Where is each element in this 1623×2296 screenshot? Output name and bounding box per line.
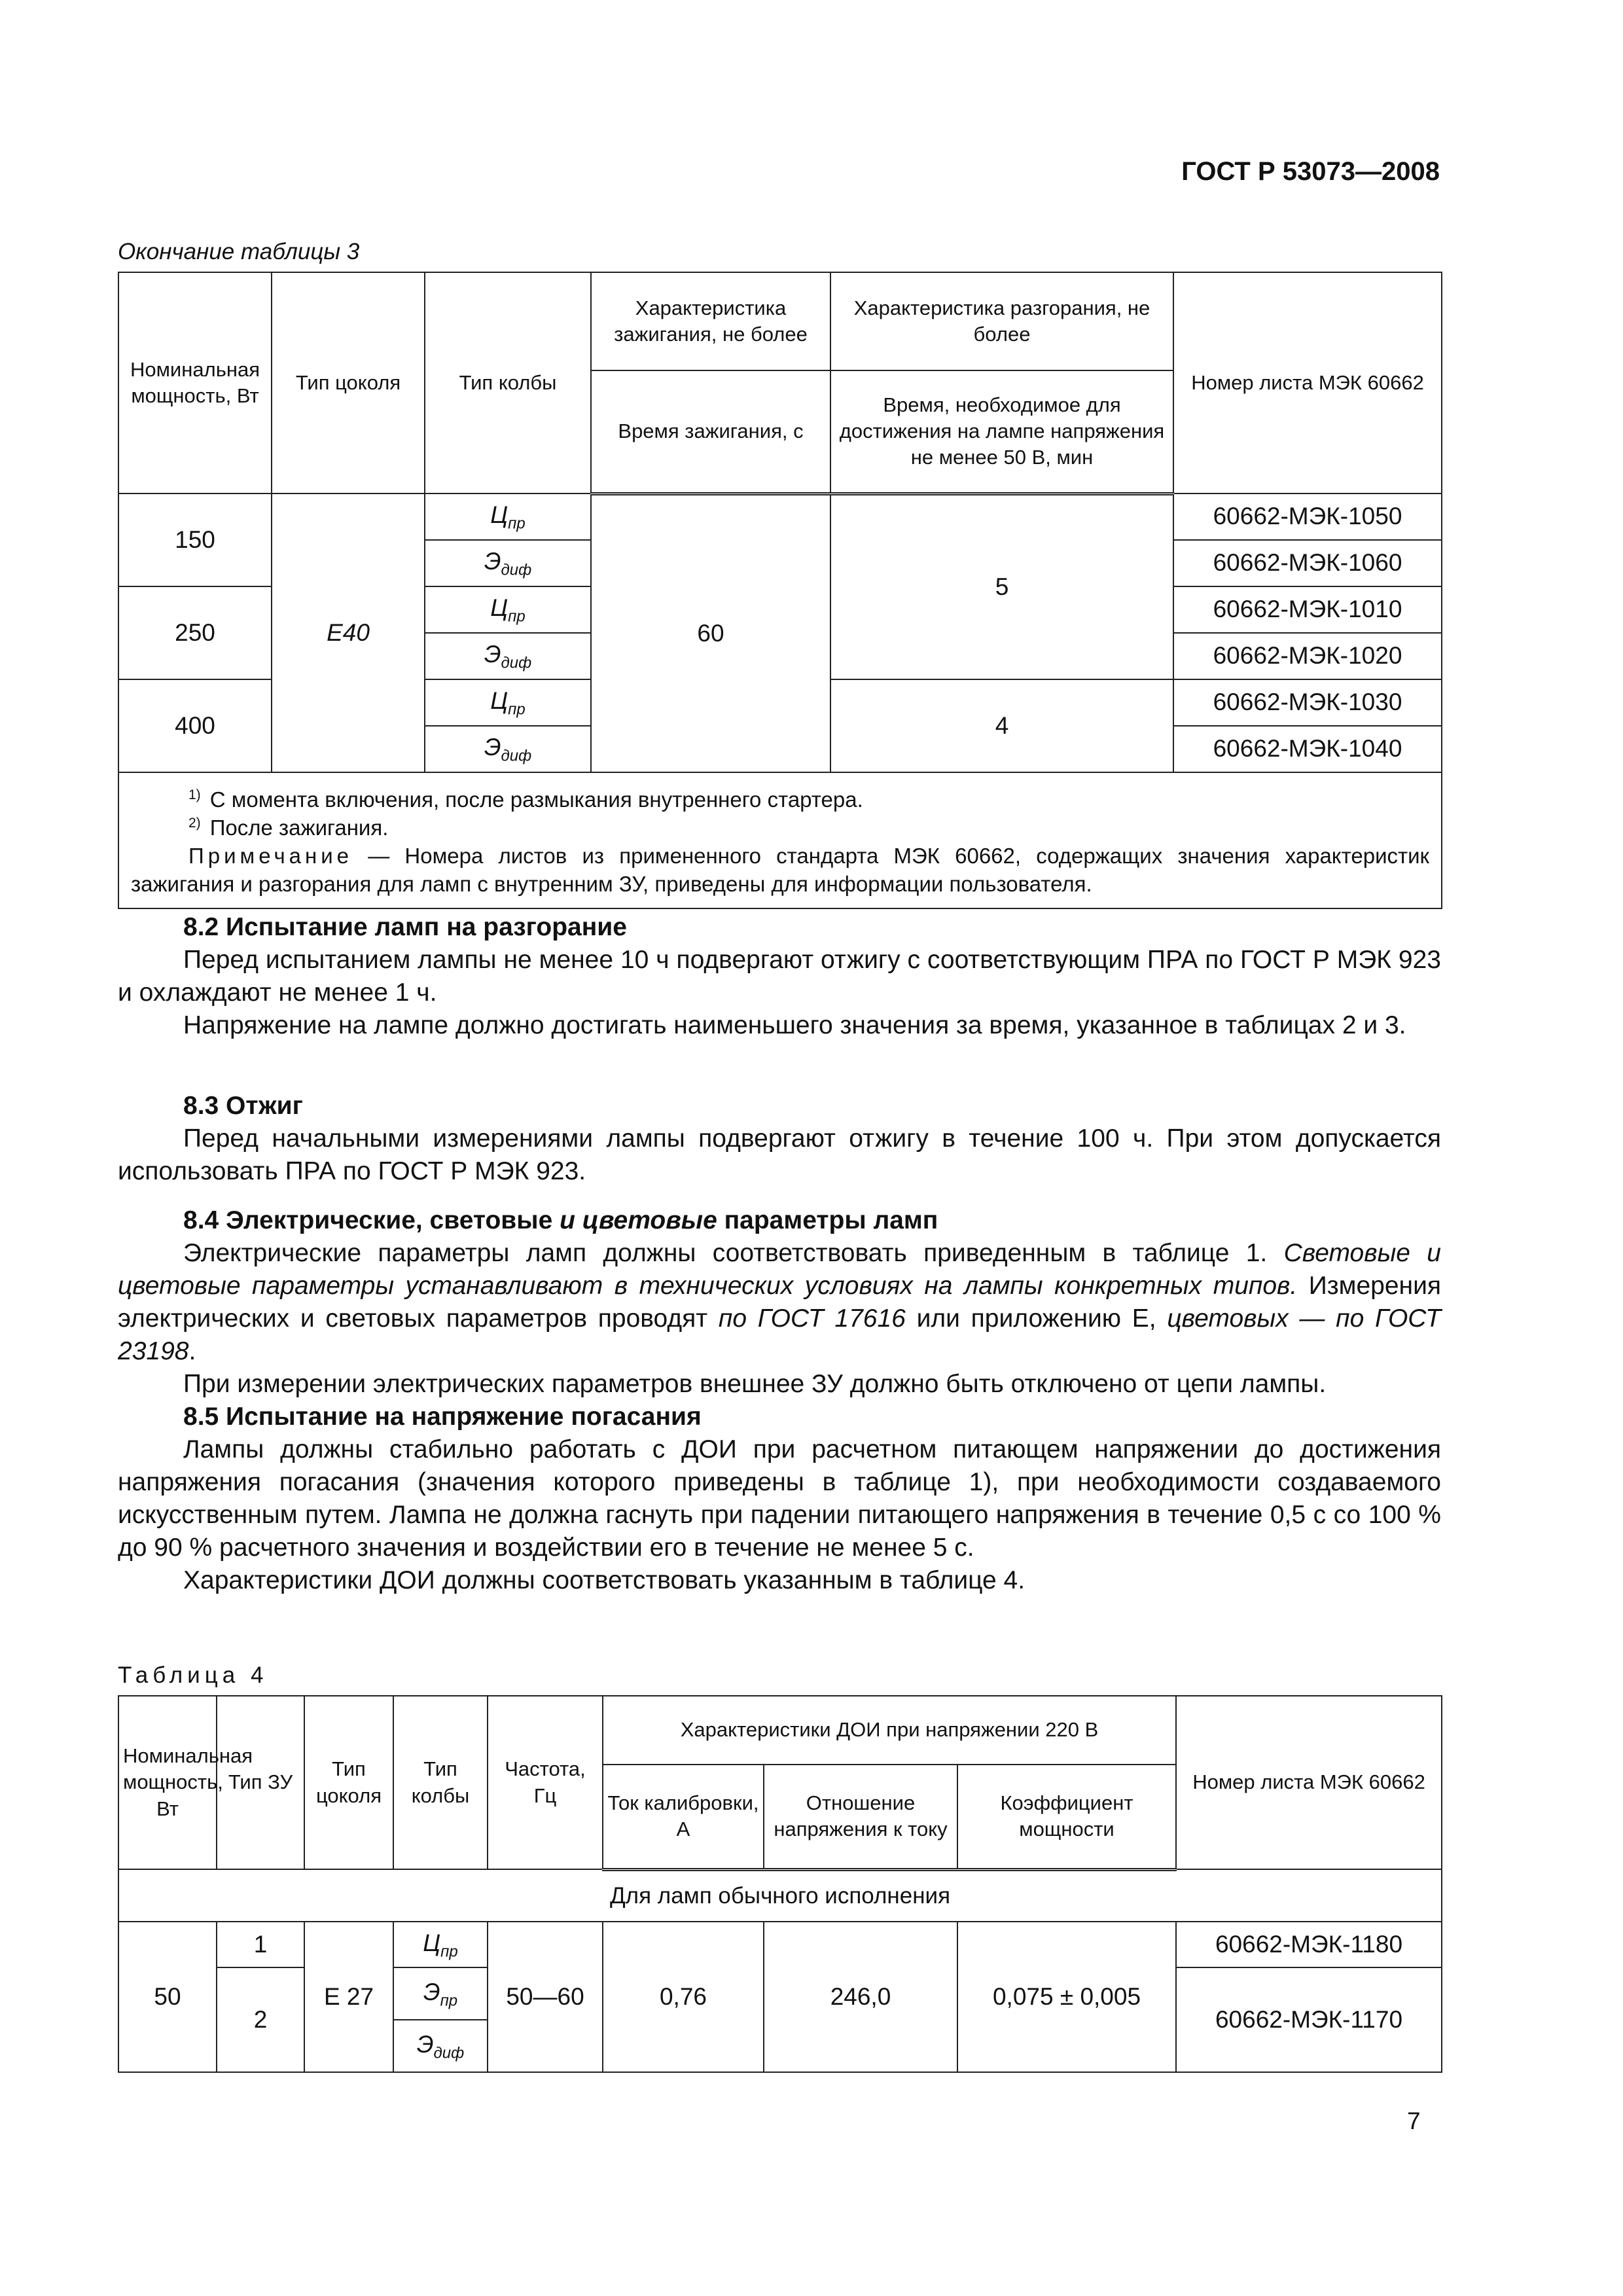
header-base: Тип цоколя [272,272,425,493]
page-number: 7 [1407,2108,1421,2134]
header-bulb: Тип колбы [425,272,591,493]
cell-frequency: 50—60 [488,1922,603,2072]
paragraph: Электрические параметры ламп должны соответствовать приведенным в таблице 1. Световые и цветовые параметры устанавливают в технических условиях на лампы конкретных типов. Измерения электрических и световых параметров проводят по ГОСТ 17616 или приложению Е, цветовых — по ГОСТ 23198. [118,1239,1441,1365]
header-power: Номинальная мощность, Вт [118,272,272,493]
cell-sheet: 60662-МЭК-1030 [1173,679,1442,726]
section-heading: 8.2 Испытание ламп на разгорание [183,913,627,941]
header-ignition-group: Характеристика зажигания, не более [591,272,830,370]
header-runup-group: Характеристика разгорания, не более [830,272,1173,370]
cell-bulb: $Э_{пр}$ [393,1967,488,2020]
cell-bulb: $Ц_{пр}$ [425,586,591,633]
document-code: ГОСТ Р 53073—2008 [1181,157,1440,186]
section-heading: 8.5 Испытание на напряжение погасания [183,1403,702,1431]
table-4-caption: Таблица 4 [118,1662,268,1688]
cell-sheet: 60662-МЭК-1040 [1173,726,1442,772]
cell-sheet: 60662-МЭК-1180 [1176,1922,1442,1967]
cell-power: 250 [118,586,272,679]
paragraph: Напряжение на лампе должно достигать наименьшего значения за время, указанное в таблицах 2 и 3. [183,1011,1406,1039]
cell-ignitor: 1 [217,1922,304,1967]
header-ratio: Отношение напряжения к току [764,1765,957,1869]
footnote: $^{1)}$ С момента включения, после размыкания внутреннего стартера. [188,787,863,812]
section-8-5 [118,1401,1441,1597]
header-frequency: Частота, Гц [488,1696,603,1869]
cell-bulb: $Э_{диф}$ [393,2020,488,2072]
cell-runup-time: 5 [830,493,1173,679]
header-ignitor: Тип ЗУ [217,1696,304,1869]
cell-bulb: $Ц_{пр}$ [393,1922,488,1967]
cell-ignition-time: 60 [591,493,830,772]
paragraph: Лампы должны стабильно работать с ДОИ при расчетном питающем напряжении до достижения напряжения погасания (значения которого приведены в таблице 1), при необходимости создаваемого искусственным путем. Лампа не должна гаснуть при падении питающего напряжения в течение 0,5 с со 100 % до 90 % расчетного значения и воздействии его в течение не менее 5 с. [118,1435,1441,1562]
cell-current: 0,76 [603,1922,764,2072]
cell-bulb: $Э_{диф}$ [425,726,591,772]
paragraph: Перед испытанием лампы не менее 10 ч подвергают отжигу с соответствующим ПРА по ГОСТ Р МЭК 923 и охлаждают не менее 1 ч. [118,946,1441,1007]
cell-base: E40 [272,493,425,772]
cell-power: 400 [118,679,272,772]
paragraph: Перед начальными измерениями лампы подвергают отжигу в течение 100 ч. При этом допускается использовать ПРА по ГОСТ Р МЭК 923. [118,1124,1441,1185]
cell-sheet: 60662-МЭК-1020 [1173,633,1442,679]
section-8-3 [118,1090,1441,1188]
header-ignition-time: Время зажигания, с [591,370,830,493]
cell-bulb: $Э_{диф}$ [425,633,591,679]
cell-base: Е 27 [304,1922,393,2072]
cell-power-factor: 0,075 ± 0,005 [957,1922,1176,2072]
section-8-2 [118,911,1441,1042]
table-note: Примечание — Номера листов из примененного стандарта МЭК 60662, содержащих значения характеристик зажигания и разгорания для ламп с внутренним ЗУ, приведены для информации пользователя. [131,843,1429,896]
cell-ratio: 246,0 [764,1922,957,2072]
cell-sheet: 60662-МЭК-1010 [1173,586,1442,633]
footnote: $^{2)}$ После зажигания. [188,815,389,840]
cell-power: 150 [118,493,272,586]
table-4 [118,1695,1442,2073]
cell-bulb: $Ц_{пр}$ [425,493,591,540]
header-doi-group: Характеристики ДОИ при напряжении 220 В [603,1696,1176,1765]
cell-bulb: $Э_{диф}$ [425,540,591,586]
section-heading: 8.3 Отжиг [183,1092,303,1120]
table-continuation-caption: Окончание таблицы 3 [118,239,360,264]
cell-sheet: 60662-МЭК-1060 [1173,540,1442,586]
cell-bulb: $Ц_{пр}$ [425,679,591,726]
cell-ignitor: 2 [217,1967,304,2072]
header-power-factor: Коэффициент мощности [957,1765,1176,1869]
table-3 [118,272,1442,909]
header-power: Номинальная мощность, Вт [118,1696,217,1869]
cell-sheet: 60662-МЭК-1170 [1176,1967,1442,2072]
paragraph: Характеристики ДОИ должны соответствовать указанным в таблице 4. [183,1566,1026,1594]
header-current: Ток калибровки, А [603,1765,764,1869]
cell-sheet: 60662-МЭК-1050 [1173,493,1442,540]
cell-runup-time: 4 [830,679,1173,772]
cell-power: 50 [118,1922,217,2072]
section-heading: 8.4 Электрические, световые и цветовые параметры ламп [183,1206,938,1234]
header-runup-time: Время, необходимое для достижения на лампе напряжения не менее 50 В, мин [830,370,1173,493]
header-sheet: Номер листа МЭК 60662 [1176,1696,1442,1869]
section-8-4 [118,1204,1441,1401]
paragraph: При измерении электрических параметров внешнее ЗУ должно быть отключено от цепи лампы. [183,1370,1327,1398]
table-notes [118,772,1442,908]
header-base: Тип цоколя [304,1696,393,1869]
table-section-title: Для ламп обычного исполнения [118,1869,1442,1922]
header-bulb: Тип колбы [393,1696,488,1869]
header-sheet: Номер листа МЭК 60662 [1173,272,1442,493]
